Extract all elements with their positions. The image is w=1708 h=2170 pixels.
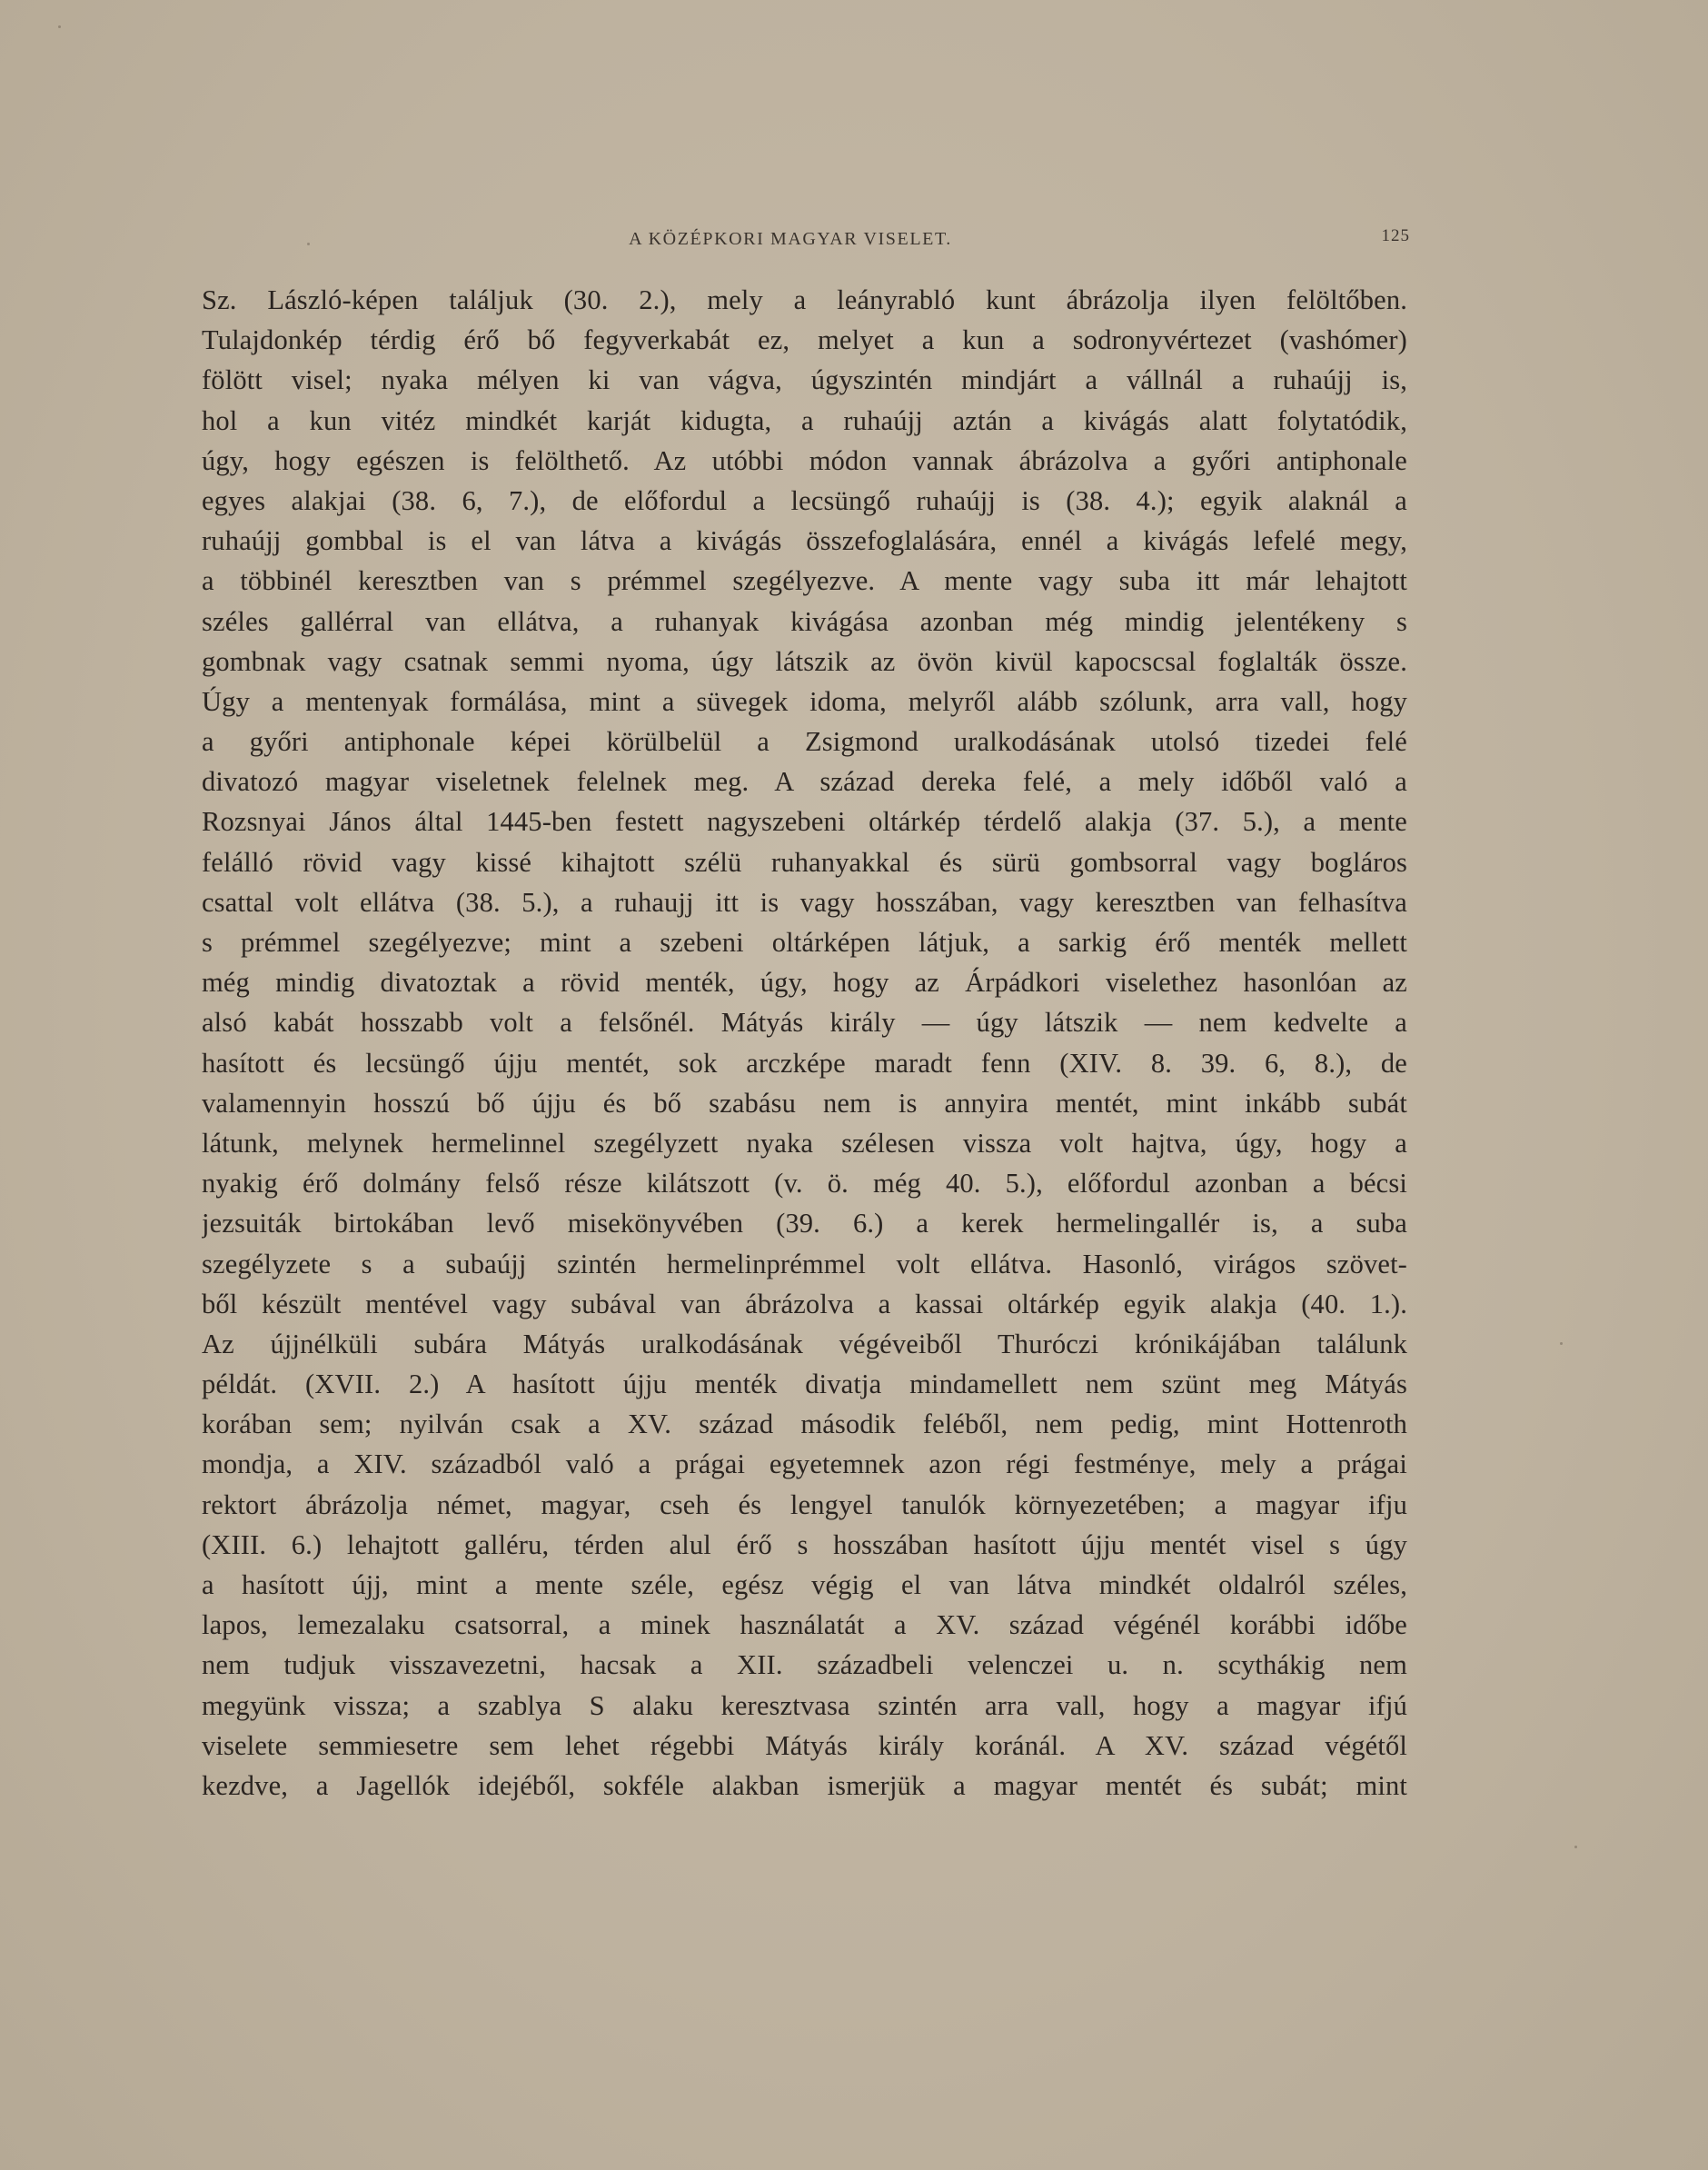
text-line: viselete semmiesetre sem lehet régebbi Mátyás király koránál. A XV. század végétől xyxy=(202,1729,1407,1761)
text-line: gombnak vagy csatnak semmi nyoma, úgy látszik az övön kivül kapocscsal foglalták össze. xyxy=(202,645,1407,677)
text-line: fölött visel; nyaka mélyen ki van vágva, úgyszintén mindjárt a vállnál a ruhaújj is, xyxy=(202,364,1407,396)
paper-speck xyxy=(1560,1342,1563,1345)
text-line: Tulajdonkép térdig érő bő fegyverkabát ez, melyet a kun a sodronyvértezet (vashómer) xyxy=(202,324,1407,356)
text-line: nem tudjuk visszavezetni, hacsak a XII. századbeli velenczei u. n. scythákig nem xyxy=(202,1649,1407,1681)
text-line: nyakig érő dolmány felső része kilátszott (v. ö. még 40. 5.), előfordul azonban a bécsi xyxy=(202,1168,1407,1199)
text-line: (XIII. 6.) lehajtott galléru, térden alul érő s hosszában hasított újju mentét visel s úgy xyxy=(202,1528,1407,1560)
text-line: Az újjnélküli subára Mátyás uralkodásának végéveiből Thuróczi krónikájában találunk xyxy=(202,1328,1407,1359)
text-line: Úgy a mentenyak formálása, mint a süvegek idoma, melyről alább szólunk, arra vall, hogy xyxy=(202,685,1407,717)
text-line: jezsuiták birtokában levő misekönyvében (39. 6.) a kerek hermelingallér is, a suba xyxy=(202,1208,1407,1239)
text-line: valamennyin hosszú bő újju és bő szabásu nem is annyira mentét, mint inkább subát xyxy=(202,1087,1407,1119)
text-line: mondja, a XIV. századból való a prágai egyetemnek azon régi festménye, mely a prágai xyxy=(202,1448,1407,1480)
text-line: Rozsnyai János által 1445-ben festett nagyszebeni oltárkép térdelő alakja (37. 5.), a mente xyxy=(202,806,1407,838)
text-line: korában sem; nyilván csak a XV. század második feléből, nem pedig, mint Hottenroth xyxy=(202,1409,1407,1440)
text-line: hasított és lecsüngő újju mentét, sok arczképe maradt fenn (XIV. 8. 39. 6, 8.), de xyxy=(202,1047,1407,1079)
text-line: lapos, lemezalaku csatsorral, a minek használatát a XV. század végénél korábbi időbe xyxy=(202,1609,1407,1641)
text-line: úgy, hogy egészen is felölthető. Az utóbbi módon vannak ábrázolva a győri antiphonale xyxy=(202,444,1407,476)
page-number: 125 xyxy=(1381,226,1410,245)
paper-speck xyxy=(58,25,61,28)
text-line: a győri antiphonale képei körülbelül a Zsigmond uralkodásának utolsó tizedei felé xyxy=(202,726,1407,758)
text-line: s prémmel szegélyezve; mint a szebeni oltárképen látjuk, a sarkig érő menték mellett xyxy=(202,927,1407,958)
text-line: példát. (XVII. 2.) A hasított újju menték divatja mindamellett nem szünt meg Mátyás xyxy=(202,1369,1407,1400)
body-text xyxy=(202,280,1407,1806)
text-line: Sz. László-képen találjuk (30. 2.), mely a leányrabló kunt ábrázolja ilyen felöltőben. xyxy=(202,284,1407,315)
text-line: a többinél keresztben van s prémmel szegélyezve. A mente vagy suba itt már lehajtott xyxy=(202,565,1407,597)
text-line: látunk, melynek hermelinnel szegélyzett nyaka szélesen vissza volt hajtva, úgy, hogy a xyxy=(202,1127,1407,1159)
paper-speck xyxy=(1574,1846,1577,1848)
text-line: széles gallérral van ellátva, a ruhanyak kivágása azonban még mindig jelentékeny s xyxy=(202,605,1407,637)
text-line: ruhaújj gombbal is el van látva a kivágás összefoglalására, ennél a kivágás lefelé megy, xyxy=(202,525,1407,557)
text-line: felálló rövid vagy kissé kihajtott szélü ruhanyakkal és sürü gombsorral vagy bogláros xyxy=(202,846,1407,878)
text-line: még mindig divatoztak a rövid menték, úgy, hogy az Árpádkori viselethez hasonlóan az xyxy=(202,967,1407,999)
text-line: rektort ábrázolja német, magyar, cseh és lengyel tanulók környezetében; a magyar ifju xyxy=(202,1488,1407,1520)
paper-speck xyxy=(307,243,310,245)
text-line: megyünk vissza; a szablya S alaku keresztvasa szintén arra vall, hogy a magyar ifjú xyxy=(202,1689,1407,1721)
text-line: a hasított újj, mint a mente széle, egész végig el van látva mindkét oldalról széles, xyxy=(202,1569,1407,1600)
text-line: csattal volt ellátva (38. 5.), a ruhaujj itt is vagy hosszában, vagy keresztben van felhasítva xyxy=(202,886,1407,918)
text-line: szegélyzete s a subaújj szintén hermelinprémmel volt ellátva. Hasonló, virágos szövet- xyxy=(202,1248,1407,1279)
text-line: divatozó magyar viseletnek felelnek meg. A század dereka felé, a mely időből való a xyxy=(202,766,1407,798)
text-line: alsó kabát hosszabb volt a felsőnél. Mátyás király — úgy látszik — nem kedvelte a xyxy=(202,1007,1407,1039)
text-line: hol a kun vitéz mindkét karját kidugta, a ruhaújj aztán a kivágás alatt folytatódik, xyxy=(202,404,1407,436)
text-line: kezdve, a Jagellók idejéből, sokféle alakban ismerjük a magyar mentét és subát; mint xyxy=(202,1769,1407,1801)
text-line: egyes alakjai (38. 6, 7.), de előfordul a lecsüngő ruhaújj is (38. 4.); egyik alaknál a xyxy=(202,484,1407,516)
text-line: ből készült mentével vagy subával van ábrázolva a kassai oltárkép egyik alakja (40. 1.). xyxy=(202,1288,1407,1319)
running-head: A KÖZÉPKORI MAGYAR VISELET. xyxy=(629,229,952,249)
